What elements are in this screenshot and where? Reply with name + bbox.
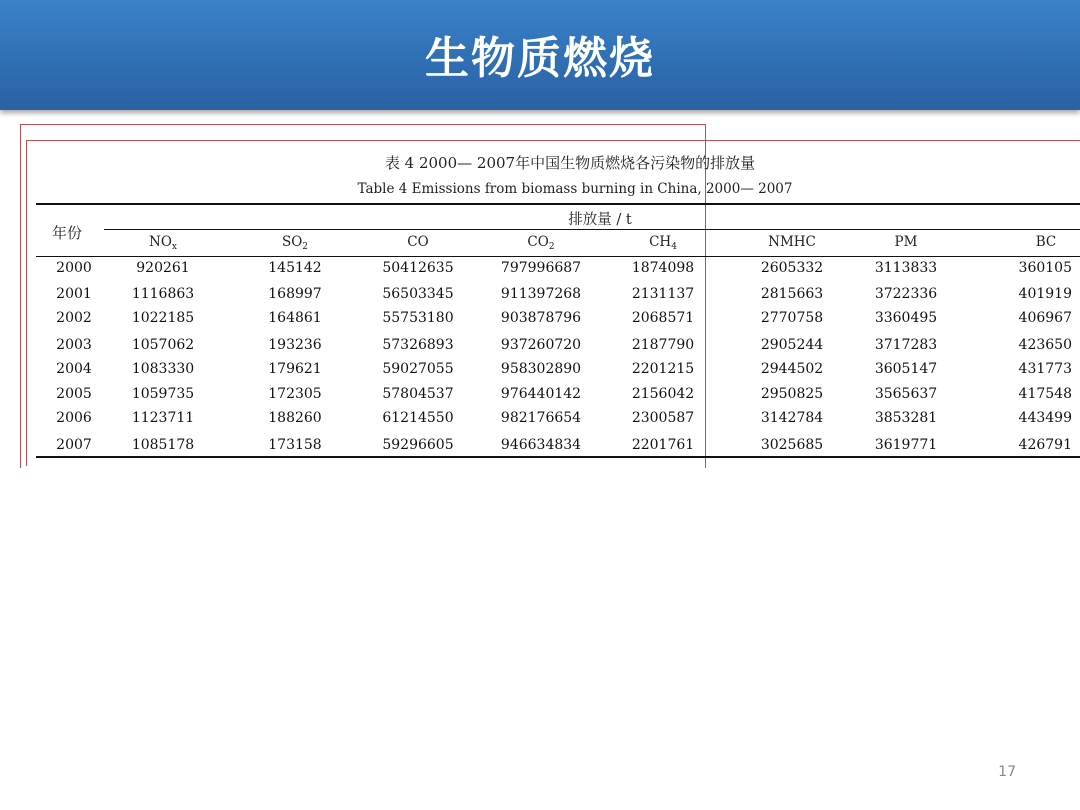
column-header-label: CH	[649, 234, 672, 250]
value-cell: 56503345	[382, 286, 454, 302]
value-cell: 1116863	[131, 286, 195, 302]
value-cell: 401919	[1018, 286, 1072, 302]
value-cell: 3025685	[760, 437, 824, 453]
value-cell: 2131137	[631, 286, 695, 302]
value-cell: 193236	[268, 337, 322, 353]
table-caption-en: Table 4 Emissions from biomass burning in China, 2000— 2007	[357, 181, 793, 197]
slide-header	[0, 0, 1080, 110]
value-cell: 2770758	[760, 310, 824, 326]
emissions-span-header: 排放量 / t	[568, 212, 632, 228]
value-cell: 172305	[268, 386, 322, 402]
value-cell: 1874098	[631, 260, 695, 276]
value-cell: 937260720	[500, 337, 582, 353]
column-header-label: NO	[149, 234, 172, 250]
value-cell: 958302890	[500, 361, 582, 377]
column-header-subscript: 2	[548, 242, 555, 252]
year-cell: 2007	[56, 437, 92, 453]
value-cell: 2300587	[631, 410, 695, 426]
table-top-rule	[36, 203, 1080, 205]
year-cell: 2004	[56, 361, 92, 377]
year-column-header: 年份	[52, 224, 83, 242]
year-cell: 2006	[56, 410, 92, 426]
value-cell: 2187790	[631, 337, 695, 353]
year-cell: 2005	[56, 386, 92, 402]
column-header-label: CO	[527, 234, 549, 250]
slide-title: 生物质燃烧	[425, 33, 655, 84]
value-cell: 57804537	[382, 386, 454, 402]
value-cell: 2201761	[631, 437, 695, 453]
column-header	[93, 234, 233, 252]
value-cell: 976440142	[500, 386, 582, 402]
column-header-label: NMHC	[768, 234, 816, 250]
value-cell: 145142	[268, 260, 322, 276]
year-cell: 2000	[56, 260, 92, 276]
value-cell: 3605147	[874, 361, 938, 377]
column-header-subscript: 4	[671, 242, 677, 252]
value-cell: 1085178	[131, 437, 195, 453]
year-cell: 2001	[56, 286, 92, 302]
column-header-label: CO	[407, 234, 429, 250]
value-cell: 1083330	[131, 361, 195, 377]
value-cell: 3717283	[874, 337, 938, 353]
value-cell: 1059735	[131, 386, 195, 402]
column-header-label: PM	[894, 234, 918, 250]
value-cell: 3619771	[874, 437, 938, 453]
page-number: 17	[998, 764, 1016, 780]
value-cell: 2815663	[760, 286, 824, 302]
column-header	[471, 234, 611, 252]
value-cell: 443499	[1018, 410, 1072, 426]
value-cell: 57326893	[382, 337, 454, 353]
value-cell: 426791	[1018, 437, 1072, 453]
value-cell: 3113833	[874, 260, 938, 276]
value-cell: 61214550	[382, 410, 454, 426]
value-cell: 3142784	[760, 410, 824, 426]
value-cell: 3360495	[874, 310, 938, 326]
year-cell: 2003	[56, 337, 92, 353]
value-cell: 168997	[268, 286, 322, 302]
value-cell: 2156042	[631, 386, 695, 402]
value-cell: 406967	[1018, 310, 1072, 326]
value-cell: 3565637	[874, 386, 938, 402]
table-caption-zh: 表 4 2000— 2007年中国生物质燃烧各污染物的排放量	[384, 154, 756, 172]
column-header	[225, 234, 365, 252]
value-cell: 2944502	[760, 361, 824, 377]
table-span-rule	[104, 229, 1080, 230]
value-cell: 2905244	[760, 337, 824, 353]
value-cell: 2201215	[631, 361, 695, 377]
value-cell: 173158	[268, 437, 322, 453]
value-cell: 1123711	[131, 410, 195, 426]
value-cell: 3722336	[874, 286, 938, 302]
value-cell: 188260	[268, 410, 322, 426]
column-header	[593, 234, 733, 252]
value-cell: 50412635	[382, 260, 454, 276]
value-cell: 431773	[1018, 361, 1072, 377]
value-cell: 360105	[1018, 260, 1072, 276]
column-header	[976, 234, 1080, 250]
column-header	[348, 234, 488, 250]
column-header	[836, 234, 976, 250]
column-header-subscript: 2	[302, 242, 309, 252]
value-cell: 946634834	[500, 437, 582, 453]
table-header-rule	[36, 256, 1080, 257]
value-cell: 417548	[1018, 386, 1072, 402]
value-cell: 1022185	[131, 310, 195, 326]
value-cell: 2950825	[760, 386, 824, 402]
value-cell: 2605332	[760, 260, 824, 276]
value-cell: 55753180	[382, 310, 454, 326]
value-cell: 179621	[268, 361, 322, 377]
value-cell: 982176654	[500, 410, 582, 426]
value-cell: 3853281	[874, 410, 938, 426]
value-cell: 423650	[1018, 337, 1072, 353]
column-header-label: BC	[1035, 234, 1057, 250]
value-cell: 2068571	[631, 310, 695, 326]
value-cell: 59296605	[382, 437, 454, 453]
column-header-label: SO	[281, 234, 303, 250]
year-cell: 2002	[56, 310, 92, 326]
value-cell: 59027055	[382, 361, 454, 377]
value-cell: 164861	[268, 310, 322, 326]
value-cell: 1057062	[131, 337, 195, 353]
table-bottom-rule	[36, 456, 1080, 458]
value-cell: 920261	[136, 260, 190, 276]
value-cell: 911397268	[500, 286, 582, 302]
value-cell: 797996687	[500, 260, 582, 276]
column-header-subscript: x	[171, 242, 177, 252]
value-cell: 903878796	[500, 310, 582, 326]
